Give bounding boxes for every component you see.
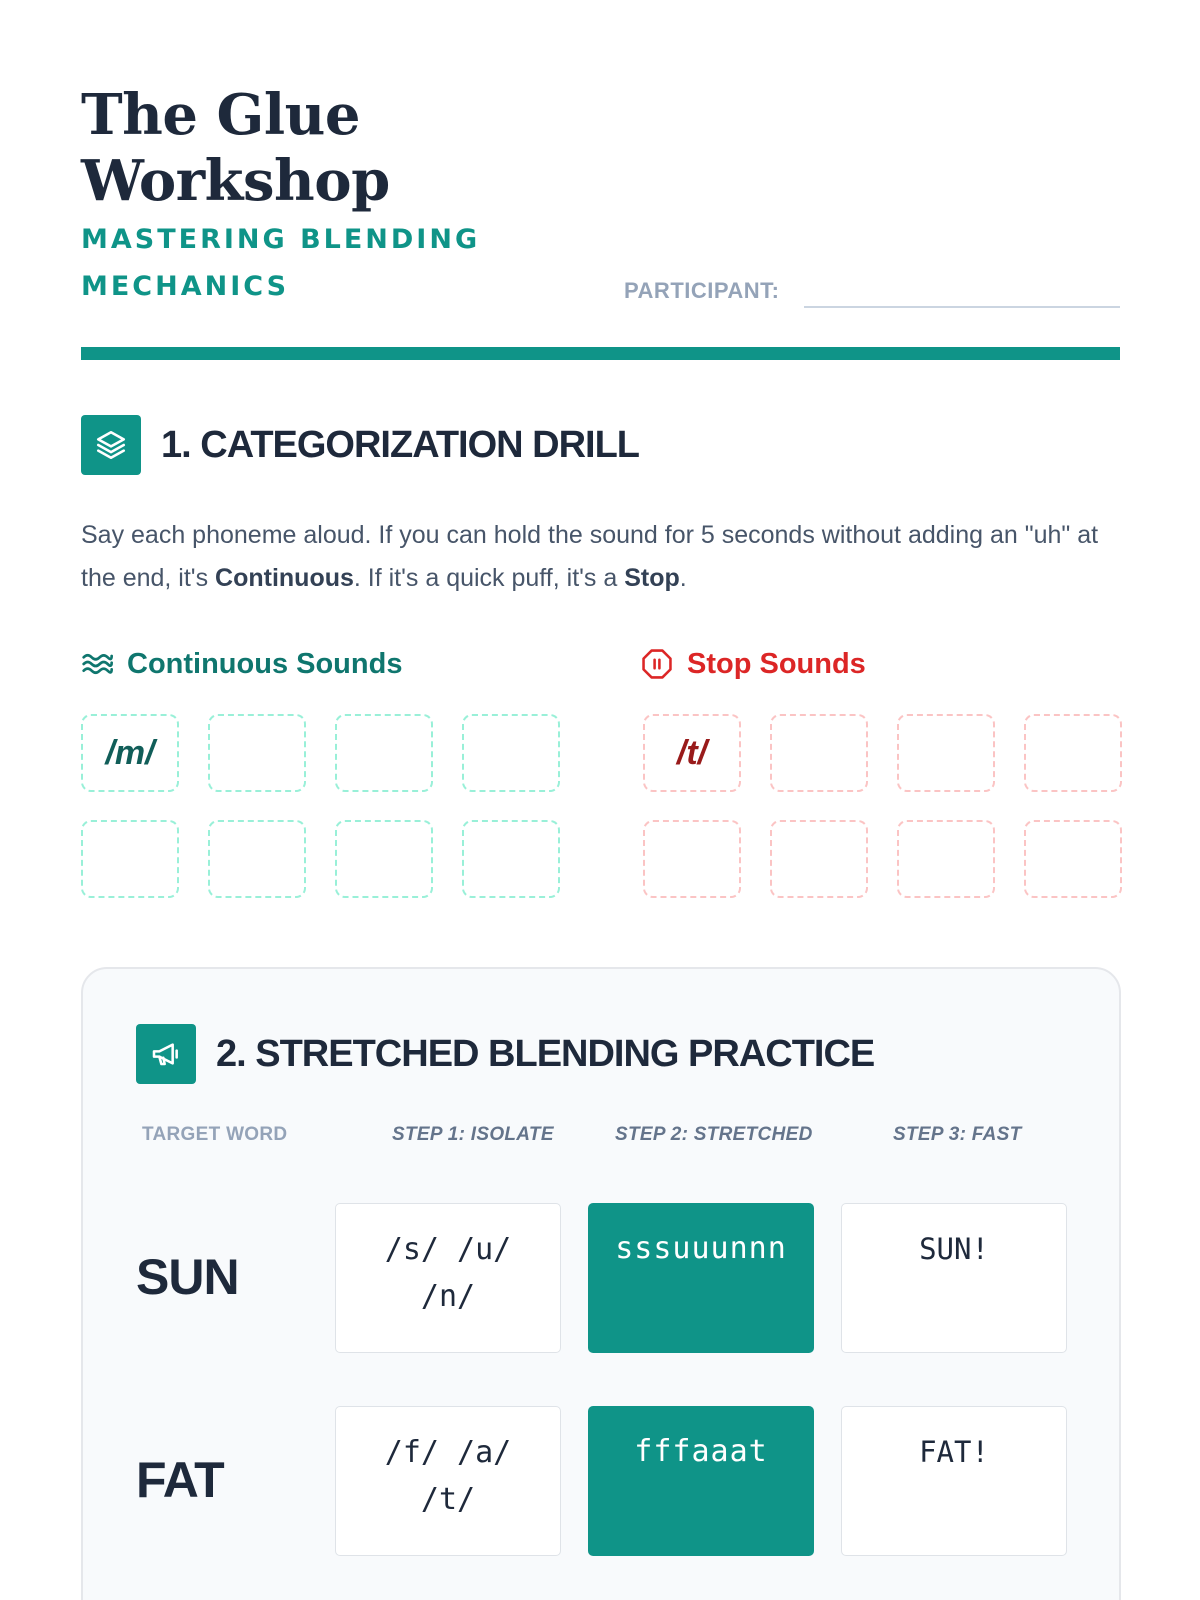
stretched-cell: sssuuunnn	[588, 1203, 814, 1353]
pause-octagon-icon	[639, 646, 675, 682]
target-word: SUN	[136, 1249, 239, 1305]
stop-box[interactable]	[643, 820, 741, 898]
stop-sounds-label: Stop Sounds	[687, 647, 866, 680]
section1-title: 1. CATEGORIZATION DRILL	[161, 424, 640, 466]
waves-icon	[79, 646, 115, 682]
column-header-isolate: STEP 1: ISOLATE	[392, 1124, 554, 1145]
megaphone-icon	[136, 1024, 196, 1084]
title-line-2: Workshop	[81, 148, 390, 214]
instructions-text-3: .	[679, 564, 687, 592]
stop-box[interactable]	[770, 820, 868, 898]
continuous-box[interactable]	[462, 714, 560, 792]
continuous-box[interactable]	[208, 714, 306, 792]
fast-cell: FAT!	[841, 1406, 1067, 1556]
continuous-sounds-label: Continuous Sounds	[127, 647, 403, 680]
stretched-cell: fffaaat	[588, 1406, 814, 1556]
page-subtitle	[81, 216, 501, 310]
stop-box[interactable]	[770, 714, 868, 792]
subtitle-line-2: MECHANICS	[81, 271, 290, 302]
continuous-box[interactable]: /m/	[81, 714, 179, 792]
section2-title: 2. STRETCHED BLENDING PRACTICE	[216, 1033, 875, 1075]
isolate-cell: /s/ /u/ /n/	[335, 1203, 561, 1353]
participant-label: PARTICIPANT:	[624, 278, 780, 303]
continuous-box[interactable]	[208, 820, 306, 898]
column-header-target-word: TARGET WORD	[142, 1124, 288, 1145]
section1-heading	[81, 415, 781, 475]
stop-box[interactable]	[897, 714, 995, 792]
column-header-stretched: STEP 2: STRETCHED	[615, 1124, 813, 1145]
section1-instructions	[81, 514, 1121, 600]
continuous-box[interactable]	[462, 820, 560, 898]
instructions-text-1: Say each phoneme aloud. If you can hold the sound for 5 seconds without adding an "uh" at the end, it's	[81, 521, 1099, 592]
continuous-box[interactable]	[335, 820, 433, 898]
instructions-bold-continuous: Continuous	[215, 564, 354, 592]
stop-sound-boxes	[643, 714, 1122, 898]
section2-heading	[136, 1024, 1036, 1084]
continuous-sound-boxes	[81, 714, 560, 898]
participant-name-line[interactable]	[804, 306, 1120, 308]
stop-box[interactable]	[1024, 820, 1122, 898]
isolate-cell: /f/ /a/ /t/	[335, 1406, 561, 1556]
layers-icon	[81, 415, 141, 475]
stop-box[interactable]: /t/	[643, 714, 741, 792]
column-header-fast: STEP 3: FAST	[893, 1124, 1022, 1145]
stop-box[interactable]	[1024, 714, 1122, 792]
header-divider	[81, 347, 1120, 360]
instructions-bold-stop: Stop	[624, 564, 680, 592]
instructions-text-2: . If it's a quick puff, it's a	[353, 564, 625, 592]
continuous-box[interactable]	[335, 714, 433, 792]
continuous-box[interactable]	[81, 820, 179, 898]
fast-cell: SUN!	[841, 1203, 1067, 1353]
target-word: FAT	[136, 1452, 224, 1508]
subtitle-line-1: MASTERING BLENDING	[81, 224, 481, 255]
page-title	[81, 82, 1120, 214]
participant-field[interactable]	[624, 272, 1120, 310]
stop-sounds-heading	[639, 642, 866, 686]
stop-box[interactable]	[897, 820, 995, 898]
worksheet-header	[81, 82, 1120, 312]
continuous-sounds-heading	[79, 642, 402, 686]
title-line-1: The Glue	[81, 82, 360, 148]
